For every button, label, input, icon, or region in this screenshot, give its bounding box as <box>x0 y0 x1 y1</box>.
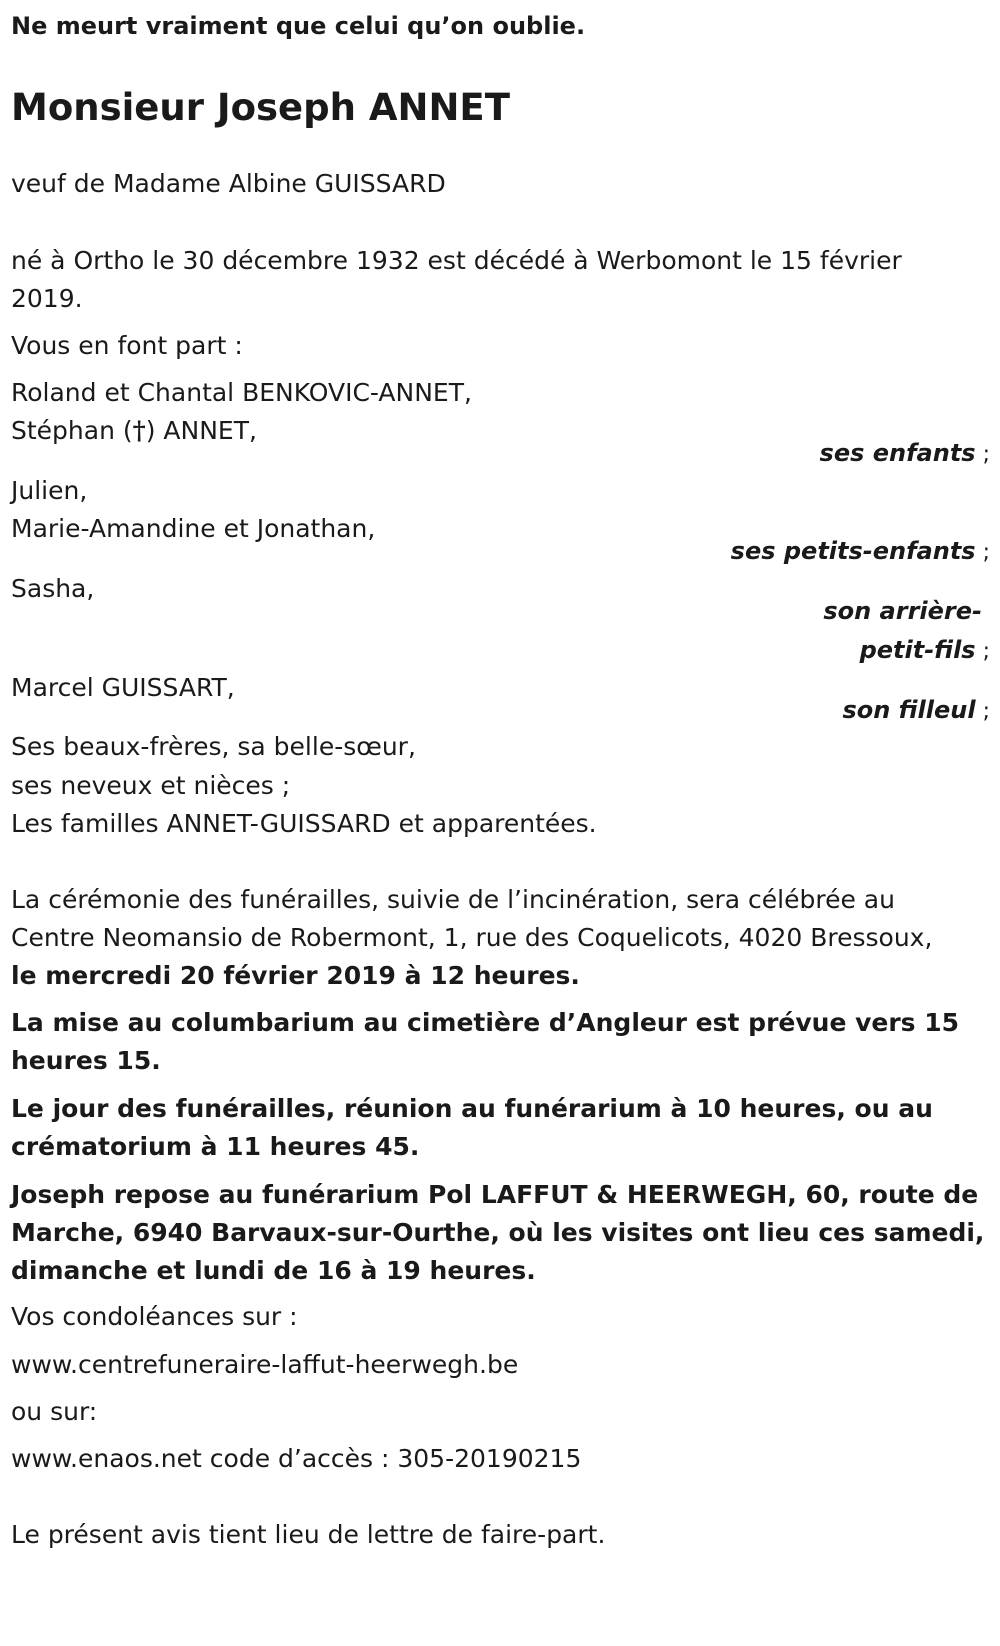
dagger-icon: † <box>132 416 146 445</box>
meeting-line-1: Le jour des funérailles, réunion au funérarium à 10 heures, ou au <box>11 1094 933 1123</box>
grandchildren-line-1: Julien, <box>11 476 88 505</box>
closing-line: Le présent avis tient lieu de lettre de faire-part. <box>11 1520 606 1549</box>
grandchildren-role-punct: ; <box>975 540 990 565</box>
columbarium-line-2: heures 15. <box>11 1046 161 1075</box>
rest-line-2: Marche, 6940 Barvaux-sur-Ourthe, où les visites ont lieu ces samedi, <box>11 1218 985 1247</box>
relatives-line-1: Ses beaux-frères, sa belle-sœur, <box>11 732 416 761</box>
spouse-line: veuf de Madame Albine GUISSARD <box>11 169 446 198</box>
godson-line: Marcel GUISSART, <box>11 673 235 702</box>
life-dates-line-1: né à Ortho le 30 décembre 1932 est décédé à Werbomont le 15 février <box>11 246 902 275</box>
grandchildren-role-label: ses petits-enfants <box>730 537 976 565</box>
stephan-after: ) ANNET, <box>145 416 257 445</box>
grandchildren-role <box>731 531 990 573</box>
godson-role-punct: ; <box>975 699 990 724</box>
ceremony-date: le mercredi 20 février 2019 à 12 heures. <box>11 961 580 990</box>
ceremony-line-1: La cérémonie des funérailles, suivie de l’incinération, sera célébrée au <box>11 885 895 914</box>
condolences-site-2[interactable]: www.enaos.net code d’accès : 305-20190215 <box>11 1444 582 1473</box>
ceremony-line-2: Centre Neomansio de Robermont, 1, rue des Coquelicots, 4020 Bressoux, <box>11 923 933 952</box>
rest-line-1: Joseph repose au funérarium Pol LAFFUT & HEERWEGH, 60, route de <box>11 1180 979 1209</box>
announce-line: Vous en font part : <box>11 331 243 360</box>
condolences-site-1[interactable]: www.centrefuneraire-laffut-heerwegh.be <box>11 1350 519 1379</box>
great-grandson-role-line-2 <box>860 630 990 672</box>
relatives-line-3: Les familles ANNET-GUISSARD et apparentées. <box>11 809 597 838</box>
great-grandson-role-punct: ; <box>975 639 990 664</box>
godson-role-label: son filleul <box>842 696 976 724</box>
stephan-before: Stéphan ( <box>11 416 133 445</box>
great-grandson-role-label-2: petit-fils <box>859 636 976 664</box>
children-line-1: Roland et Chantal BENKOVIC-ANNET, <box>11 378 472 407</box>
children-line-2 <box>11 411 257 451</box>
great-grandson-role-line-1 <box>823 591 982 631</box>
great-grandson-line: Sasha, <box>11 574 95 603</box>
motto: Ne meurt vraiment que celui qu’on oublie. <box>11 12 586 40</box>
grandchildren-line-2: Marie-Amandine et Jonathan, <box>11 514 376 543</box>
deceased-name: Monsieur Joseph ANNET <box>11 86 510 129</box>
columbarium-line-1: La mise au columbarium au cimetière d’Angleur est prévue vers 15 <box>11 1008 960 1037</box>
godson-role <box>842 690 990 732</box>
relatives-line-2: ses neveux et nièces ; <box>11 771 291 800</box>
life-dates-line-2: 2019. <box>11 284 83 313</box>
children-role <box>820 433 990 475</box>
great-grandson-role-label-1: son arrière- <box>823 597 982 625</box>
condolences-or: ou sur: <box>11 1397 98 1426</box>
children-role-punct: ; <box>975 442 990 467</box>
condolences-intro: Vos condoléances sur : <box>11 1302 298 1331</box>
meeting-line-2: crématorium à 11 heures 45. <box>11 1132 420 1161</box>
rest-line-3: dimanche et lundi de 16 à 19 heures. <box>11 1256 536 1285</box>
children-role-label: ses enfants <box>819 439 976 467</box>
